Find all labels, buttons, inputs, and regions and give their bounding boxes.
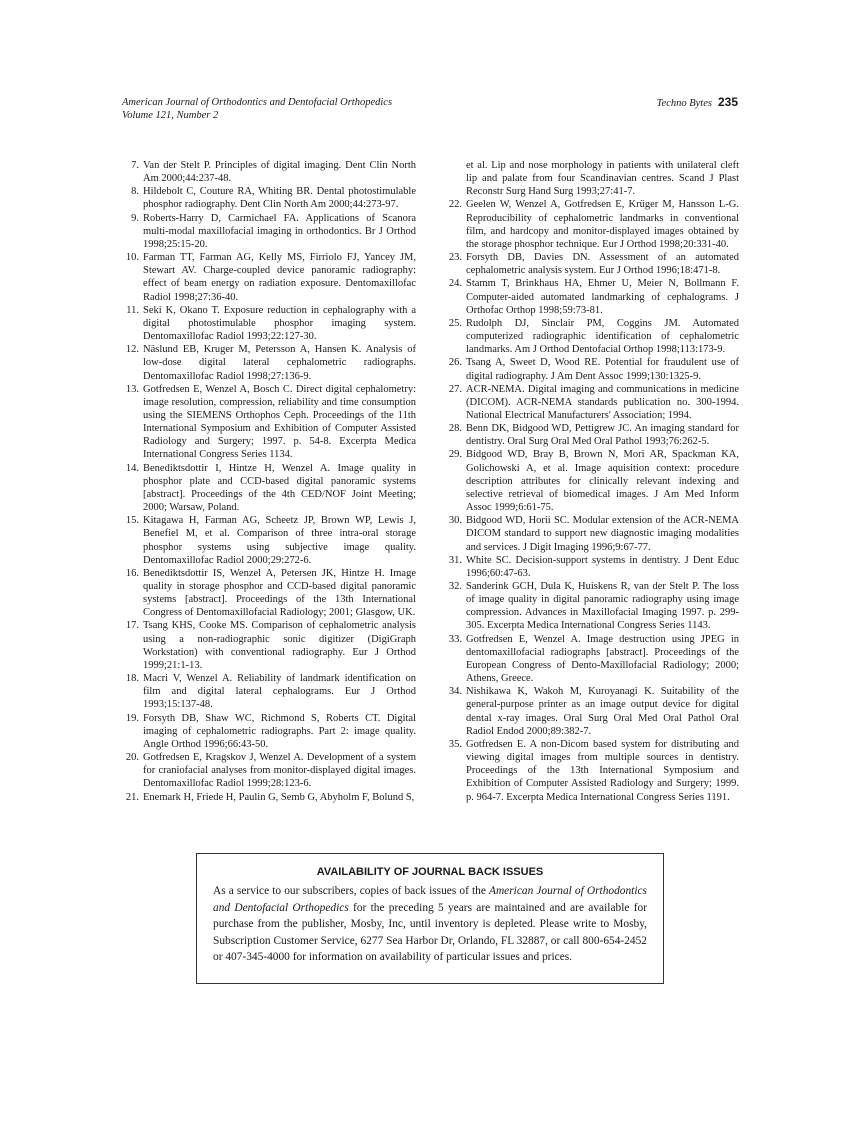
reference-item [443,356,739,382]
reference-number: 35. [448,738,462,750]
reference-text: Gotfredsen E, Wenzel A. Image destruction using JPEG in dentomaxillofacial radiographs [abstract]. Proceedings of the European Congress of Dento-Maxillofacial Radiology; 2000; Athens, Greece. [466,633,739,685]
reference-text: Hildebolt C, Couture RA, Whiting BR. Dental photostimulable phosphor radiography. Dent Clin North Am 2000;44:273-97. [143,186,416,211]
reference-item [120,383,416,462]
reference-item [443,251,739,277]
reference-text: Nishikawa K, Wakoh M, Kuroyanagi K. Suitability of the general-purpose printer as an image output device for digital dental x-ray images. Oral Surg Oral Med Oral Pathol Oral Radiol Endod 2000;89:382-7. [466,686,739,737]
reference-text: Farman TT, Farman AG, Kelly MS, Firriolo FJ, Yancey JM, Stewart AV. Charge-coupled device panoramic radiography: effect of beam energy on radiation exposure. Dentomaxillofac Radiol 1998;27:36-40. [143,252,416,303]
page-number: 235 [717,95,738,109]
reference-number: 10. [125,252,139,264]
reference-number: 21. [125,791,139,803]
back-issues-notice [196,853,664,984]
reference-text: White SC. Decision-support systems in dentistry. J Dent Educ 1996;60:47-63. [466,554,739,579]
volume-number: Volume 121, Number 2 [122,110,219,121]
reference-number: 34. [448,686,462,698]
reference-text: Gotfredsen E. A non-Dicom based system for distributing and viewing digital images from multiple sources in dentistry. Proceedings of the 13th International Symposium and Exhibition of Computer Assisted Radiology and Surgery; 1999. p. 964-7. Excerpta Medica International Congress Series 1191. [466,738,739,803]
reference-number: 15. [125,515,139,527]
reference-item [443,422,739,448]
reference-item [120,567,416,620]
reference-item [120,462,416,515]
notice-text: As a service to our subscribers, copies of back issues of the [213,885,489,897]
reference-text: ACR-NEMA. Digital imaging and communications in medicine (DICOM). ACR-NEMA standards publication no. 300-1994. National Electrical Manufacturers' Association; 1994. [466,383,739,421]
reference-text: Seki K, Okano T. Exposure reduction in cephalography with a digital photostimulable phosphor imaging system. Dentomaxillofac Radiol 1993;22:127-30. [143,304,416,343]
reference-text: Bidgood WD, Horii SC. Modular extension of the ACR-NEMA DICOM standard to support new diagnostic imaging modalities and services. J Digit Imaging 1996;9:67-77. [466,515,739,553]
notice-text: for the preceding 5 years are maintained and are available for purchase from the publisher, Mosby, Inc, until inventory is depleted. Please write to Mosby, Subscription Customer Service, 6277 Sea Harbor Dr, Orlando, FL 32887, or call 800-654-2452 or 407-345-4000 for information on availability of particular issues and prices. [213,901,647,963]
reference-item [120,343,416,382]
reference-item [443,383,739,422]
reference-number: 33. [448,633,462,645]
reference-text: Tsang KHS, Cooke MS. Comparison of cephalometric analysis using a non-radiographic sonic digitizer (DigiGraph Workstation) with conventional radiography. Eur J Orthod 1999;21:1-13. [143,620,416,671]
reference-number: 9. [131,212,139,224]
reference-text: Stamm T, Brinkhaus HA, Ehmer U, Meier N, Bollmann F. Computer-aided automated landmarking of cephalograms. J Orthofac Orthop 1998;59:73-81. [466,278,739,316]
reference-number: 11. [126,304,139,316]
reference-number: 31. [448,554,462,566]
notice-body [213,883,647,966]
reference-number: 30. [448,515,462,527]
reference-number: 20. [125,752,139,764]
reference-number: 17. [125,620,139,632]
reference-number: 24. [448,278,462,290]
reference-text: Macri V, Wenzel A. Reliability of landmark identification on film and digital lateral cephalograms. Eur J Orthod 1993;15:137-48. [143,673,416,711]
reference-number: 12. [125,344,139,356]
reference-number: 19. [125,712,139,724]
reference-number: 18. [125,673,139,685]
reference-item [120,672,416,711]
reference-number: 27. [448,383,462,395]
reference-number: 22. [448,199,462,211]
running-header-right [657,96,738,110]
running-header-left [122,96,392,122]
reference-item [443,514,739,553]
reference-item [443,685,739,738]
reference-item [443,317,739,356]
references-right-column [443,159,739,804]
reference-item [443,738,739,804]
reference-number: 7. [131,160,139,171]
reference-text: Näslund EB, Kruger M, Petersson A, Hansen K. Analysis of low-dose digital lateral cephalometric radiographs. Dentomaxillofac Radiol 1998;27:136-9. [143,344,416,382]
reference-number: 13. [125,383,139,395]
reference-item [120,251,416,304]
reference-number: 29. [448,449,462,461]
journal-title: American Journal of Orthodontics and Dentofacial Orthopedics [122,97,393,108]
reference-number: 16. [125,567,139,579]
reference-item [443,277,739,316]
reference-item [120,185,416,211]
reference-number: 14. [125,462,139,474]
reference-text: Sanderink GCH, Dula K, Huiskens R, van der Stelt P. The loss of image quality in digital panoramic radiography using image compression. Advances in Maxillofacial Imaging 1997. p. 299-305. Excerpta Medica International Congress Series 1143. [466,581,739,632]
reference-text: Benn DK, Bidgood WD, Pettigrew JC. An imaging standard for dentistry. Oral Surg Oral Med Oral Pathol 1993;76:262-5. [466,423,739,448]
reference-21-continued: et al. Lip and nose morphology in patients with unilateral cleft lip and palate from four Scandinavian centres. Scand J Plast Reconstr Surg Hand Surg 1993;27:41-7. [466,160,739,198]
reference-number: 28. [448,423,462,435]
section-name: Techno Bytes [656,98,712,109]
notice-title: AVAILABILITY OF JOURNAL BACK ISSUES [316,866,544,878]
reference-item [120,514,416,567]
reference-number: 25. [448,317,462,329]
reference-item [120,791,416,804]
reference-item [120,751,416,790]
notice-journal-name: American Journal of Orthodontics and Dentofacial Orthopedics [213,885,647,914]
reference-text: Gotfredsen E, Kragskov J, Wenzel A. Development of a system for craniofacial analyses from monitor-displayed digital images. Dentomaxillofac Radiol 1999;28:123-6. [143,752,416,790]
reference-text: Roberts-Harry D, Carmichael FA. Applications of Scanora multi-modal maxillofacial imaging in orthodontics. Br J Orthod 1998;25:15-20. [143,212,416,250]
reference-item [443,198,739,251]
reference-text: Forsyth DB, Davies DN. Assessment of an automated cephalometric analysis system. Eur J Orthod 1996;18:471-8. [466,252,739,277]
reference-text: Benediktsdottir IS, Wenzel A, Petersen JK, Hintze H. Image quality in storage phosphor and CCD-based digital panoramic systems [abstract]. Proceedings of the 13th International Congress of Dentomaxillofacial Radiology; 2001; Glasgow, UK. [143,567,416,619]
reference-item [443,554,739,580]
reference-text: Van der Stelt P. Principles of digital imaging. Dent Clin North Am 2000;44:237-48. [143,160,416,185]
reference-item [443,448,739,514]
reference-number: 26. [448,357,462,369]
reference-item [120,712,416,751]
reference-item [120,212,416,251]
reference-number: 8. [131,186,139,198]
reference-item [120,304,416,343]
reference-text: Gotfredsen E, Wenzel A, Bosch C. Direct digital cephalometry: image resolution, compression, reliability and time consumption using the SIEMENS Orthophos Ceph. Proceedings of the 11th International Symposium and Exhibition of Computer Assisted Radiology and Surgery; 1997. p. 54-8. Excerpta Medica International Congress Series 1134. [143,383,416,461]
reference-number: 23. [448,252,462,264]
reference-item [443,580,739,633]
reference-text: Bidgood WD, Bray B, Brown N, Mori AR, Spackman KA, Golichowski A, et al. Image aquisition context: procedure description attributes for clinically relevant indexing and selective retrieval of biomedical images. J Am Med Inform Assoc 1999;6:61-75. [466,449,739,514]
reference-item [443,633,739,686]
reference-text: Rudolph DJ, Sinclair PM, Coggins JM. Automated computerized radiographic identification of cephalometric landmarks. Am J Orthod Dentofacial Orthop 1998;113:173-9. [466,317,739,356]
reference-text: Geelen W, Wenzel A, Gotfredsen E, Krüger M, Hansson L-G. Reproducibility of cephalometric landmarks in conventional film, and hardcopy and monitor-displayed images obtained by the storage phosphor technique. Eur J Orthod 1998;20:331-40. [466,199,739,250]
reference-text: Tsang A, Sweet D, Wood RE. Potential for fraudulent use of digital radiography. J Am Dent Assoc 1999;130:1325-9. [466,357,739,382]
reference-number: 32. [448,581,462,592]
reference-text: Kitagawa H, Farman AG, Scheetz JP, Brown WP, Lewis J, Benefiel M, et al. Comparison of three intra-oral storage phosphor systems using subjective image quality. Dentomaxillofac Radiol 2000;29:272-6. [143,515,416,566]
reference-text: Enemark H, Friede H, Paulin G, Semb G, Abyholm F, Bolund S, [143,791,415,803]
reference-text: Benediktsdottir I, Hintze H, Wenzel A. Image quality in phosphor plate and CCD-based digital panoramic systems [abstract]. Proceedings of the 4th CED/NOF Joint Meeting; 2000; Warsaw, Poland. [143,462,416,514]
references-left-column [120,159,416,804]
reference-text: Forsyth DB, Shaw WC, Richmond S, Roberts CT. Digital imaging of cephalometric radiographs. Part 2: image quality. Angle Orthod 1996;66:43-50. [143,712,416,750]
reference-item [120,159,416,185]
reference-item [120,619,416,672]
